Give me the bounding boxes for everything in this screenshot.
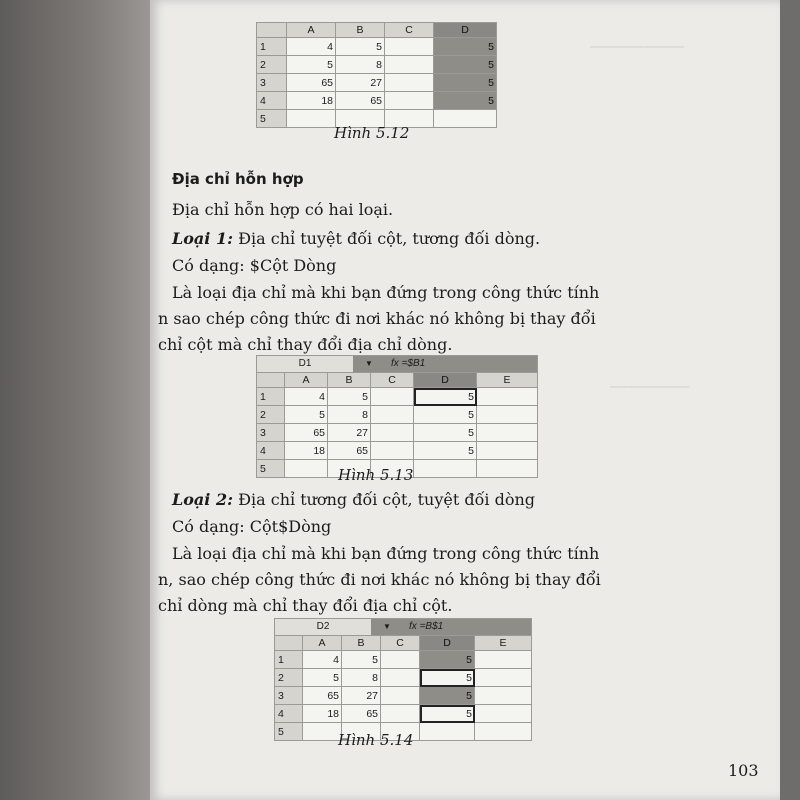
cell: 27 <box>328 424 371 442</box>
cell: 27 <box>336 74 385 92</box>
column-header-b: B <box>336 23 385 38</box>
cell: 5 <box>287 56 336 74</box>
row-header: 2 <box>275 669 303 687</box>
row-header: 4 <box>257 92 287 110</box>
show-through-text: ───────────── <box>590 40 684 54</box>
cell <box>371 406 414 424</box>
row-header: 3 <box>257 74 287 92</box>
type2-desc-line-3: chỉ dòng mà chỉ thay đổi địa chỉ cột. <box>158 596 453 615</box>
spreadsheet-figure-5-13 <box>256 355 538 478</box>
column-header-a: A <box>285 373 328 388</box>
cell <box>477 406 538 424</box>
intro-text: Địa chỉ hỗn hợp có hai loại. <box>172 200 394 219</box>
cell: 5 <box>342 651 381 669</box>
spreadsheet-figure-5-14 <box>274 618 532 741</box>
cell <box>414 460 477 478</box>
cell <box>477 460 538 478</box>
chevron-down-icon: ▼ <box>371 619 403 635</box>
table-row <box>275 651 532 669</box>
cell: 4 <box>287 38 336 56</box>
formula-field <box>385 356 537 372</box>
table-row <box>257 406 538 424</box>
table-row <box>257 92 497 110</box>
corner-cell <box>257 373 285 388</box>
cell <box>475 669 532 687</box>
cell <box>434 110 497 128</box>
formula-bar <box>274 618 532 635</box>
table-row <box>257 38 497 56</box>
type2-label: Loại 2: <box>172 490 233 509</box>
cell <box>385 56 434 74</box>
cell: 18 <box>285 442 328 460</box>
facing-page-edge <box>0 0 150 800</box>
row-header: 3 <box>275 687 303 705</box>
column-header-a: A <box>287 23 336 38</box>
column-header-a: A <box>303 636 342 651</box>
type2-text: Địa chỉ tương đối cột, tuyệt đối dòng <box>232 490 536 509</box>
cell: 5 <box>420 687 475 705</box>
cell <box>371 388 414 406</box>
type2-desc-line-2: n, sao chép công thức đi nơi khác nó không bị thay đổi <box>158 570 601 589</box>
type2-desc-line-1: Là loại địa chỉ mà khi bạn đứng trong công thức tính <box>172 544 600 563</box>
corner-cell <box>275 636 303 651</box>
cell <box>477 442 538 460</box>
type1-desc-line-1: Là loại địa chỉ mà khi bạn đứng trong công thức tính <box>172 283 600 302</box>
fx-icon: fx <box>409 621 417 632</box>
cell: 4 <box>303 651 342 669</box>
type1-form: Có dạng: $Cột Dòng <box>172 256 337 275</box>
name-box: D2 <box>275 619 371 635</box>
table-row <box>257 56 497 74</box>
spreadsheet-figure-5-12 <box>256 22 497 128</box>
row-header: 3 <box>257 424 285 442</box>
cell <box>475 687 532 705</box>
row-header: 1 <box>275 651 303 669</box>
cell <box>420 723 475 741</box>
cell: 8 <box>328 406 371 424</box>
type2-form: Có dạng: Cột$Dòng <box>172 517 332 536</box>
table-row <box>257 424 538 442</box>
cell <box>475 651 532 669</box>
column-header-row <box>257 23 497 38</box>
spreadsheet-grid <box>256 372 538 478</box>
cell <box>285 460 328 478</box>
column-header-c: C <box>385 23 434 38</box>
column-header-c: C <box>371 373 414 388</box>
column-header-row <box>257 373 538 388</box>
cell: 27 <box>342 687 381 705</box>
column-header-row <box>275 636 532 651</box>
cell <box>385 92 434 110</box>
corner-cell <box>257 23 287 38</box>
cell: 18 <box>287 92 336 110</box>
book-page <box>150 0 780 800</box>
spreadsheet-grid <box>256 22 497 128</box>
chevron-down-icon: ▼ <box>353 356 385 372</box>
table-row <box>275 669 532 687</box>
row-header: 1 <box>257 388 285 406</box>
cell: 4 <box>285 388 328 406</box>
cell: 5 <box>434 74 497 92</box>
formula-bar <box>256 355 538 372</box>
table-row <box>257 388 538 406</box>
cell: 5 <box>420 651 475 669</box>
cell <box>475 705 532 723</box>
cell <box>475 723 532 741</box>
column-header-b: B <box>342 636 381 651</box>
cell: 5 <box>336 38 385 56</box>
type2-line <box>172 490 535 509</box>
show-through-text: ─────────── <box>610 380 690 394</box>
cell <box>287 110 336 128</box>
cell: 5 <box>434 38 497 56</box>
cell: 5 <box>414 388 477 406</box>
cell: 65 <box>336 92 385 110</box>
cell: 5 <box>328 388 371 406</box>
type1-desc-line-2: n sao chép công thức đi nơi khác nó không bị thay đổi <box>158 309 596 328</box>
cell: 5 <box>414 406 477 424</box>
cell: 65 <box>342 705 381 723</box>
type1-text: Địa chỉ tuyệt đối cột, tương đối dòng. <box>232 229 541 248</box>
cell: 5 <box>434 92 497 110</box>
cell: 65 <box>285 424 328 442</box>
formula-field <box>403 619 531 635</box>
row-header: 4 <box>257 442 285 460</box>
cell: 65 <box>303 687 342 705</box>
row-header: 5 <box>257 110 287 128</box>
column-header-d: D <box>414 373 477 388</box>
cell: 5 <box>420 669 475 687</box>
cell <box>371 442 414 460</box>
row-header: 5 <box>257 460 285 478</box>
cell: 65 <box>328 442 371 460</box>
column-header-c: C <box>381 636 420 651</box>
formula-text: =$B1 <box>401 358 426 369</box>
page-number: 103 <box>728 761 759 780</box>
fx-icon: fx <box>391 358 399 369</box>
cell <box>381 705 420 723</box>
cell: 5 <box>414 442 477 460</box>
column-header-e: E <box>475 636 532 651</box>
cell <box>381 651 420 669</box>
row-header: 1 <box>257 38 287 56</box>
row-header: 4 <box>275 705 303 723</box>
name-box: D1 <box>257 356 353 372</box>
column-header-d: D <box>420 636 475 651</box>
cell: 5 <box>420 705 475 723</box>
cell <box>385 38 434 56</box>
spreadsheet-grid <box>274 635 532 741</box>
cell: 18 <box>303 705 342 723</box>
cell <box>381 687 420 705</box>
table-row <box>275 687 532 705</box>
column-header-d: D <box>434 23 497 38</box>
cell: 5 <box>434 56 497 74</box>
table-row <box>257 74 497 92</box>
column-header-b: B <box>328 373 371 388</box>
row-header: 2 <box>257 56 287 74</box>
cell: 5 <box>303 669 342 687</box>
column-header-e: E <box>477 373 538 388</box>
cell: 8 <box>336 56 385 74</box>
table-row <box>257 442 538 460</box>
row-header: 2 <box>257 406 285 424</box>
cell <box>371 424 414 442</box>
cell <box>303 723 342 741</box>
cell <box>477 388 538 406</box>
figure-caption: Hình 5.12 <box>334 124 410 142</box>
formula-text: =B$1 <box>419 621 444 632</box>
cell <box>381 669 420 687</box>
cell <box>477 424 538 442</box>
row-header: 5 <box>275 723 303 741</box>
type1-line <box>172 229 540 248</box>
cell: 65 <box>287 74 336 92</box>
type1-desc-line-3: chỉ cột mà chỉ thay đổi địa chỉ dòng. <box>158 335 453 354</box>
figure-caption: Hình 5.13 <box>338 466 414 484</box>
cell: 5 <box>285 406 328 424</box>
cell <box>385 74 434 92</box>
table-row <box>275 705 532 723</box>
figure-caption: Hình 5.14 <box>338 731 414 749</box>
cell: 8 <box>342 669 381 687</box>
type1-label: Loại 1: <box>172 229 233 248</box>
cell: 5 <box>414 424 477 442</box>
section-heading: Địa chỉ hỗn hợp <box>172 170 304 188</box>
